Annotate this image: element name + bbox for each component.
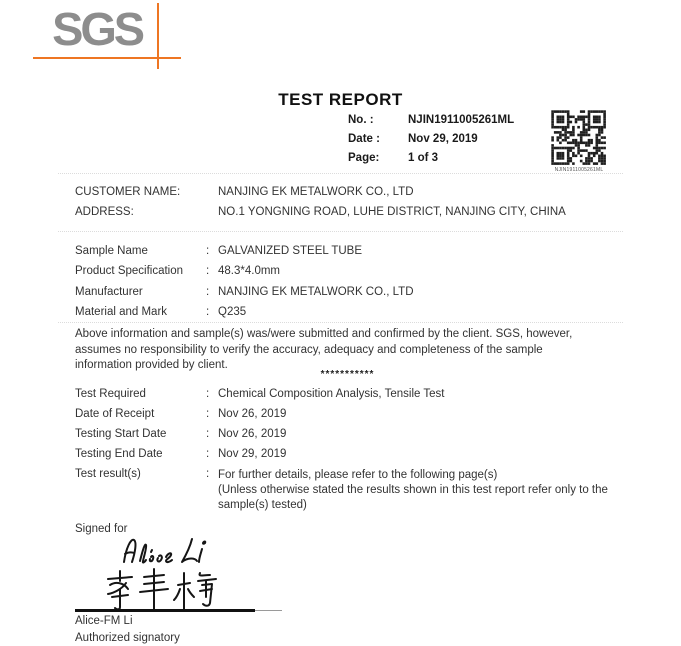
colon: : [206, 286, 210, 298]
material-mark-value: Q235 [218, 306, 247, 318]
test-required-value: Chemical Composition Analysis, Tensile Test [218, 388, 445, 400]
colon: : [206, 408, 210, 420]
page-title: TEST REPORT [278, 90, 403, 109]
testing-start-date-value: Nov 26, 2019 [218, 428, 287, 440]
product-spec-value: 48.3*4.0mm [218, 265, 281, 277]
separator-line-sample [58, 231, 623, 232]
manufacturer-label: Manufacturer [75, 286, 143, 298]
customer-name-value: NANJING EK METALWORK CO., LTD [218, 186, 414, 198]
customer-address-label: ADDRESS: [75, 206, 134, 218]
separator-line-top [58, 173, 623, 174]
colon: : [206, 306, 210, 318]
colon: : [206, 448, 210, 460]
sample-name-label: Sample Name [75, 245, 148, 257]
manufacturer-value: NANJING EK METALWORK CO., LTD [218, 286, 414, 298]
disclaimer-text: Above information and sample(s) was/were submitted and confirmed by the client. SGS, however, assumes no responsibility to verify the accuracy, adequacy and completeness of the sample information provided by client. [75, 328, 573, 371]
customer-name-label: CUSTOMER NAME: [75, 186, 181, 198]
report-no-label: No. : [348, 114, 374, 126]
sgs-logo: SGS [52, 3, 143, 55]
sample-name-value: GALVANIZED STEEL TUBE [218, 245, 363, 257]
report-no-value: NJIN1911005261ML [408, 114, 515, 126]
date-of-receipt-value: Nov 26, 2019 [218, 408, 287, 420]
test-results-value-line1: For further details, please refer to the following page(s) [218, 469, 498, 481]
report-page-label: Page: [348, 152, 380, 164]
qr-code-image [550, 109, 608, 167]
signatory-name: Alice-FM Li [75, 615, 133, 627]
colon: : [206, 388, 210, 400]
logo-crosshair-vertical-line [157, 3, 159, 69]
testing-end-date-value: Nov 29, 2019 [218, 448, 287, 460]
test-results-value [218, 468, 630, 513]
test-results-label: Test result(s) [75, 468, 141, 480]
test-results-value-note: (Unless otherwise stated the results shown in this test report refer only to the sample(s) tested) [218, 484, 608, 511]
colon: : [206, 428, 210, 440]
logo-crosshair-horizontal-line [33, 57, 181, 59]
signatory-role: Authorized signatory [75, 632, 180, 644]
test-required-label: Test Required [75, 388, 146, 400]
material-mark-label: Material and Mark [75, 306, 168, 318]
signed-for-label: Signed for [75, 523, 128, 535]
signature-line [75, 609, 255, 612]
handwritten-signature [98, 535, 248, 613]
product-spec-label: Product Specification [75, 265, 184, 277]
qr-code [550, 109, 608, 167]
colon: : [206, 245, 210, 257]
colon: : [206, 265, 210, 277]
separator-line-disclaimer [58, 322, 623, 323]
report-date-label: Date : [348, 133, 380, 145]
signature-line-extension [255, 610, 282, 611]
stars-separator: *********** [320, 369, 375, 380]
colon: : [206, 468, 210, 480]
customer-address-value: NO.1 YONGNING ROAD, LUHE DISTRICT, NANJING CITY, CHINA [218, 206, 566, 218]
date-of-receipt-label: Date of Receipt [75, 408, 155, 420]
testing-end-date-label: Testing End Date [75, 448, 163, 460]
testing-start-date-label: Testing Start Date [75, 428, 167, 440]
qr-code-caption: NJIN1911005261ML [554, 167, 604, 173]
report-date-value: Nov 29, 2019 [408, 133, 478, 145]
report-page-value: 1 of 3 [408, 152, 439, 164]
